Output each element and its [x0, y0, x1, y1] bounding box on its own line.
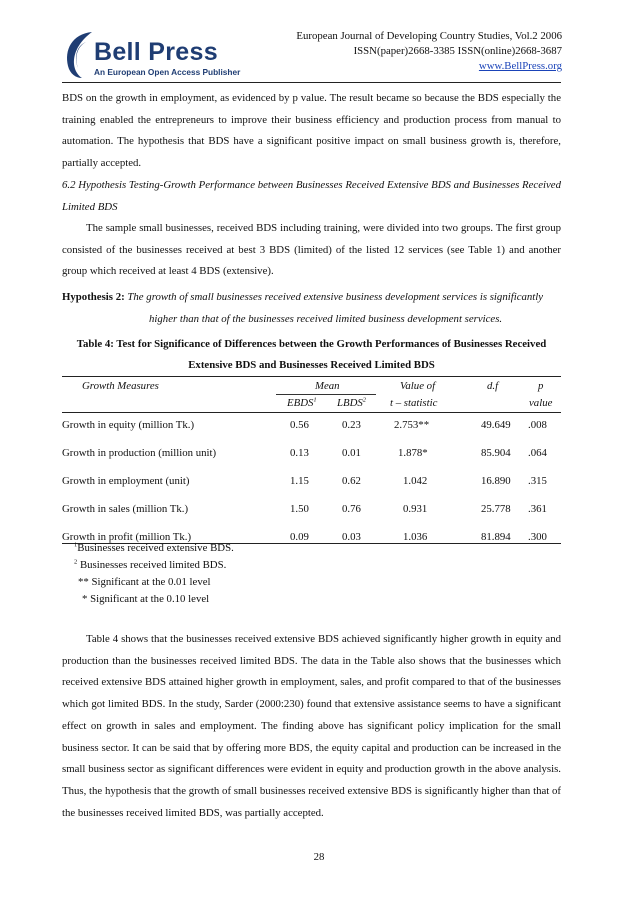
body-paragraph-2: The sample small businesses, received BDS including training, were divided into two groups. The first group consisted of the businesses received at best 3 BDS (limited) of the listed 12 services (see Table 1) and another group which received at least 4 BDS (extensive).	[62, 222, 561, 278]
table-top-rule	[62, 376, 561, 377]
table-row: Growth in employment (unit) 1.15 0.62 1.042 16.890 .315	[62, 475, 547, 487]
hypothesis-label: Hypothesis 2:	[62, 291, 125, 303]
body-paragraph-1: BDS on the growth in employment, as evidenced by p value. The result became so because the BDS especially the training enabled the entrepreneurs to improve their business efficiency and production process from manual to automation. The hypothesis that BDS have a significant positive impact on small business growth is, therefore, partially accepted.	[62, 92, 561, 170]
logo-wordmark: Bell Press	[94, 38, 218, 66]
logo-tagline: An European Open Access Publisher	[94, 67, 241, 77]
hypothesis-text-line1: The growth of small businesses received extensive business development services is significantly	[127, 291, 544, 303]
header-t-statistic: t – statistic	[390, 397, 438, 409]
header-growth-measures: Growth Measures	[82, 380, 159, 392]
hypothesis-statement	[62, 286, 561, 330]
table-title: Table 4: Test for Significance of Differences between the Growth Performances of Businesses Received Extensive BDS and Businesses Received Limited BDS	[76, 338, 547, 371]
header-p: p	[538, 380, 544, 392]
table-row: Growth in production (million unit) 0.13 0.01 1.878* 85.904 .064	[62, 447, 547, 459]
journal-title: European Journal of Developing Country Studies, Vol.2 2006	[296, 30, 562, 42]
note-4: * Significant at the 0.10 level	[82, 593, 210, 605]
header-df: d.f	[487, 380, 499, 392]
journal-issn: ISSN(paper)2668-3385 ISSN(online)2668-3687	[353, 45, 562, 57]
journal-info	[296, 29, 562, 74]
header-ebds: EBDS$^1$	[287, 396, 317, 409]
table-header-rule	[62, 412, 561, 413]
journal-website-link[interactable]: www.BellPress.org	[478, 60, 562, 72]
header-value-of: Value of	[400, 380, 436, 392]
note-2: $^2$ Businesses received limited BDS.	[74, 558, 227, 571]
table-row: Growth in profit (million Tk.) 0.09 0.03 1.036 81.894 .300	[62, 531, 547, 543]
publisher-logo	[62, 26, 242, 82]
body-paragraph-3: Table 4 shows that the businesses received extensive BDS achieved significantly higher growth in equity and production than the businesses received limited BDS. The data in the Table also shows that the businesses which received extensive BDS attained higher growth in employment, sales, and profit compared to that of the businesses which got limited BDS. In the study, Sarder (2000:230) found that extensive assistance seems to have a significant effect on growth in sales and employment. The finding above has significant policy implication for the small business sector. It can be said that by offering more BDS, the equity capital and production can be increased in the small business sector as significant differences were evident in equity and production growth in the above analysis. Thus, the hypothesis that the growth of small businesses received extensive BDS is significantly higher than that of the businesses received limited BDS, was partially accepted.	[62, 633, 561, 819]
table-row: Growth in sales (million Tk.) 1.50 0.76 0.931 25.778 .361	[62, 503, 547, 515]
header-p-value: value	[529, 397, 553, 409]
header-mean: Mean	[315, 380, 340, 392]
header-rule	[62, 82, 561, 83]
header-lbds: LBDS$^2$	[337, 396, 367, 409]
mean-underline	[276, 394, 376, 395]
table-notes	[74, 540, 234, 608]
page-number: 28	[313, 851, 325, 863]
table-row: Growth in equity (million Tk.) 0.56 0.23 2.753** 49.649 .008	[62, 419, 547, 431]
section-heading: 6.2 Hypothesis Testing-Growth Performance between Businesses Received Extensive BDS and Businesses Received Limited BDS	[62, 179, 561, 213]
hypothesis-text-line2: higher than that of the businesses received limited business development services.	[149, 313, 503, 325]
note-3: ** Significant at the 0.01 level	[78, 576, 211, 588]
note-1: $^1$Businesses received extensive BDS.	[74, 541, 234, 554]
